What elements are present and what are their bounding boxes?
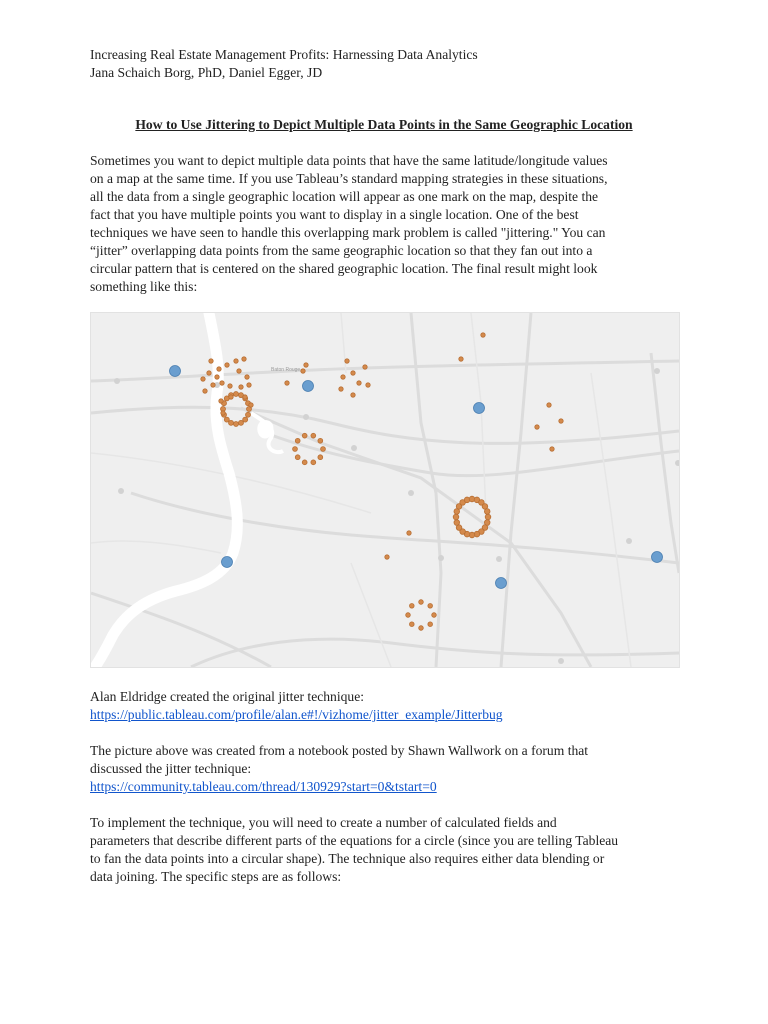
jittered-point [318,455,323,460]
scattered-point [363,365,367,369]
authors: Jana Schaich Borg, PhD, Daniel Egger, JD [90,65,323,80]
location-point [474,403,485,414]
highway-marker [626,538,632,544]
highway-marker [303,414,309,420]
intro-line: on a map at the same time. If you use Tableau’s standard mapping strategies in these situations, [90,171,608,186]
forum-thread-link[interactable]: https://community.tableau.com/thread/130929?start=0&tstart=0 [90,779,437,794]
scattered-point [247,383,251,387]
scattered-point [249,403,253,407]
jittered-point [295,438,300,443]
jittered-point [428,622,433,627]
source-paragraph [90,742,690,796]
scattered-point [550,447,554,451]
jittered-point [432,613,437,618]
highway-marker [114,378,120,384]
document-header [90,46,690,82]
scattered-point [459,357,463,361]
city-label: Baton Rouge [271,367,301,373]
jittered-point [224,417,229,422]
scattered-point [535,425,539,429]
scattered-point [243,395,247,399]
location-point [652,552,663,563]
highway-marker [654,368,660,374]
highway-marker [675,460,679,466]
scattered-point [220,381,224,385]
scattered-point [357,381,361,385]
scattered-point [237,369,241,373]
section-title: How to Use Jittering to Depict Multiple Data Points in the Same Geographic Location [135,117,633,132]
implementation-line: data joining. The specific steps are as follows: [90,869,342,884]
scattered-point [209,359,213,363]
scattered-point [351,371,355,375]
jittered-point [302,460,307,465]
scattered-point [203,389,207,393]
intro-line: techniques we have seen to handle this overlapping mark problem is called "jittering." You can [90,225,606,240]
scattered-point [547,403,551,407]
jittered-point [484,509,490,515]
implementation-paragraph [90,814,694,886]
scattered-point [366,383,370,387]
jittered-point [311,433,316,438]
scattered-point [234,359,238,363]
jittered-point [410,622,415,627]
jittered-point [318,438,323,443]
jitter-map-figure [90,312,680,668]
jittered-point [410,604,415,609]
jittered-point [453,514,459,520]
scattered-point [219,399,223,403]
intro-line: “jitter” overlapping data points from the same geographic location so that they fan out into a [90,243,593,258]
implementation-line: parameters that describe different parts of the equations for a circle (since you are telling Tableau [90,833,619,848]
intro-line: something like this: [90,279,198,294]
scattered-point [304,363,308,367]
jittered-point [428,604,433,609]
credit-paragraph [90,688,690,724]
scattered-point [301,369,305,373]
implementation-line: to fan the data points into a circular shape). The technique also requires either data blending or [90,851,605,866]
highway-marker [408,490,414,496]
jittered-point [454,520,460,526]
jittered-point [419,600,424,605]
scattered-point [351,393,355,397]
intro-line: fact that you have multiple points you want to display in a single location. One of the best [90,207,579,222]
scattered-point [215,375,219,379]
credit-text: Alan Eldridge created the original jitter technique: [90,689,365,704]
implementation-line: To implement the technique, you will need to create a number of calculated fields and [90,815,557,830]
scattered-point [211,383,215,387]
scattered-point [339,387,343,391]
jittered-point [234,392,239,397]
scattered-point [228,384,232,388]
scattered-point [225,363,229,367]
scattered-point [345,359,349,363]
intro-line: Sometimes you want to depict multiple data points that have the same latitude/longitude values [90,153,608,168]
jittered-point [293,447,298,452]
intro-paragraph [90,152,694,296]
scattered-point [242,357,246,361]
scattered-point [239,385,243,389]
jittered-point [238,420,243,425]
jittered-point [295,455,300,460]
scattered-point [285,381,289,385]
jittered-point [234,422,239,427]
jittered-point [321,447,326,452]
intro-line: all the data from a single geographic location will appear as one mark on the map, despite the [90,189,599,204]
scattered-point [385,555,389,559]
scattered-point [559,419,563,423]
scattered-point [245,375,249,379]
map-canvas [91,313,679,667]
highway-markers [114,368,679,664]
scattered-point [207,371,211,375]
jittered-point [246,412,251,417]
scattered-point [221,411,225,415]
source-line: discussed the jitter technique: [90,761,252,776]
location-point [222,557,233,568]
highway-marker [558,658,564,664]
river [95,313,237,667]
source-line: The picture above was created from a notebook posted by Shawn Wallwork on a forum that [90,743,589,758]
jittered-point [406,613,411,618]
jittered-point [302,433,307,438]
scattered-point [481,333,485,337]
map-roads [91,313,679,667]
scattered-point [201,377,205,381]
scattered-point [229,395,233,399]
location-point [170,366,181,377]
location-point [496,578,507,589]
highway-marker [351,445,357,451]
scattered-point [407,531,411,535]
jitterbug-link[interactable]: https://public.tableau.com/profile/alan.e#!/vizhome/jitter_example/Jitterbug [90,707,503,722]
scattered-point [217,367,221,371]
highway-marker [438,555,444,561]
jittered-point [485,514,491,520]
highway-marker [118,488,124,494]
jittered-point [311,460,316,465]
course-title: Increasing Real Estate Management Profits: Harnessing Data Analytics [90,47,478,62]
jittered-point [419,626,424,631]
intro-line: circular pattern that is centered on the shared geographic location. The final result might look [90,261,598,276]
scattered-point [341,375,345,379]
location-point [303,381,314,392]
highway-marker [496,556,502,562]
